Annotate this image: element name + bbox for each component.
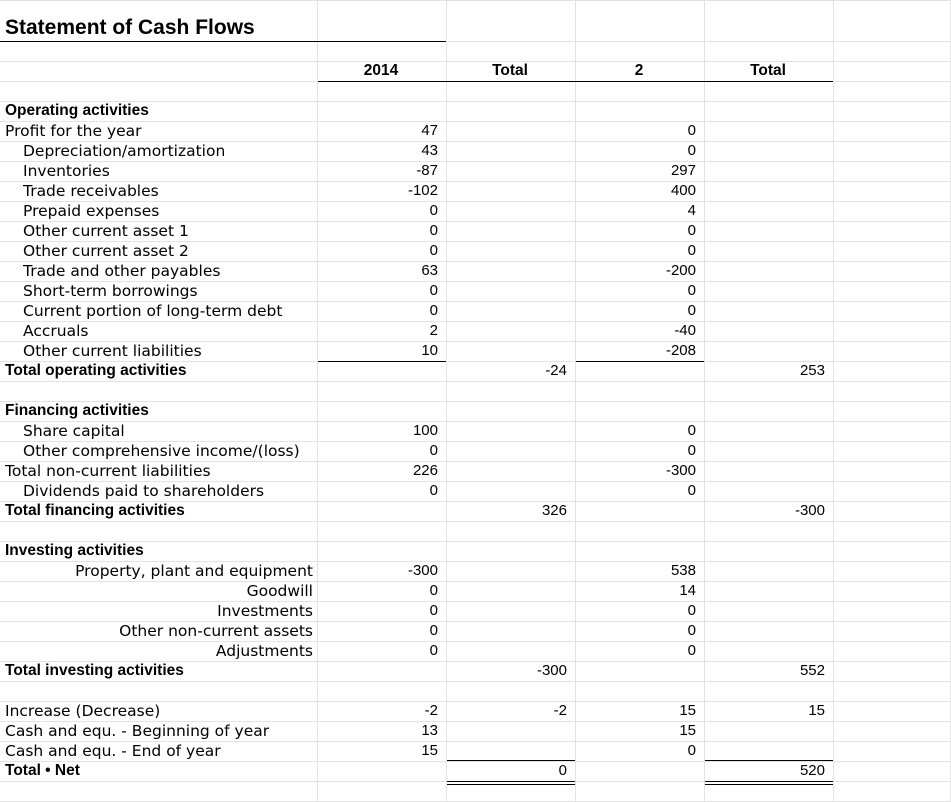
row-label[interactable]: Total non-current liabilities bbox=[5, 462, 211, 480]
row-label[interactable]: Cash and equ. - Beginning of year bbox=[5, 722, 270, 740]
row-label[interactable]: Other current asset 1 bbox=[23, 222, 189, 240]
row-label[interactable]: Property, plant and equipment bbox=[75, 562, 313, 580]
row-label[interactable]: Current portion of long-term debt bbox=[23, 302, 283, 320]
cell-value[interactable]: 0 bbox=[687, 122, 696, 139]
row-heading[interactable]: Operating activities bbox=[5, 102, 149, 119]
cell-value[interactable]: -200 bbox=[665, 262, 696, 279]
row-label[interactable]: Short-term borrowings bbox=[23, 282, 198, 300]
cell-value[interactable]: 47 bbox=[421, 122, 438, 139]
cell-value[interactable]: 0 bbox=[429, 202, 438, 219]
cell-value[interactable]: 0 bbox=[687, 282, 696, 299]
cell-value[interactable]: 0 bbox=[687, 242, 696, 259]
row-heading[interactable]: Total • Net bbox=[5, 762, 80, 779]
cell-value[interactable]: 0 bbox=[429, 622, 438, 639]
row-label[interactable]: Dividends paid to shareholders bbox=[23, 482, 265, 500]
row-label[interactable]: Profit for the year bbox=[5, 122, 142, 140]
cell-value[interactable]: -2 bbox=[553, 702, 567, 719]
cell-value[interactable]: -300 bbox=[794, 502, 825, 519]
cell-value[interactable]: 4 bbox=[687, 202, 696, 219]
cell-value[interactable]: -300 bbox=[665, 462, 696, 479]
cell-value[interactable]: 0 bbox=[429, 442, 438, 459]
cell-value[interactable]: 0 bbox=[687, 642, 696, 659]
cell-value[interactable]: 100 bbox=[412, 422, 438, 439]
row-label[interactable]: Depreciation/amortization bbox=[23, 142, 226, 160]
cell-value[interactable]: 0 bbox=[429, 642, 438, 659]
cell-value[interactable]: 552 bbox=[799, 662, 825, 679]
cell-value[interactable]: 0 bbox=[429, 222, 438, 239]
row-label[interactable]: Trade and other payables bbox=[23, 262, 221, 280]
row-label[interactable]: Goodwill bbox=[246, 582, 313, 600]
cell-value[interactable]: 0 bbox=[429, 282, 438, 299]
row-label[interactable]: Accruals bbox=[23, 322, 89, 340]
row-label[interactable]: Investments bbox=[217, 602, 313, 620]
cell-value[interactable]: -300 bbox=[407, 562, 438, 579]
cell-value[interactable]: 0 bbox=[429, 582, 438, 599]
header-total-1[interactable]: Total bbox=[492, 62, 528, 79]
cell-value[interactable]: 15 bbox=[679, 702, 696, 719]
row-label[interactable]: Other current asset 2 bbox=[23, 242, 189, 260]
sheet-title: Statement of Cash Flows bbox=[5, 16, 255, 39]
header-total-2[interactable]: Total bbox=[750, 62, 786, 79]
cell-value[interactable]: 0 bbox=[687, 222, 696, 239]
cell-value[interactable]: 13 bbox=[421, 722, 438, 739]
cell-value[interactable]: -208 bbox=[665, 342, 696, 359]
cell-value[interactable]: 538 bbox=[670, 562, 696, 579]
cell-value[interactable]: 10 bbox=[421, 342, 438, 359]
row-heading[interactable]: Total operating activities bbox=[5, 362, 187, 379]
cell-value[interactable]: 15 bbox=[808, 702, 825, 719]
cell-value[interactable]: 2 bbox=[429, 322, 438, 339]
cell-value[interactable]: 0 bbox=[687, 422, 696, 439]
cell-value[interactable]: 226 bbox=[412, 462, 438, 479]
cell-value[interactable]: 0 bbox=[687, 742, 696, 759]
cell-value[interactable]: 297 bbox=[670, 162, 696, 179]
row-heading[interactable]: Total financing activities bbox=[5, 502, 185, 519]
cell-value[interactable]: 0 bbox=[687, 482, 696, 499]
cell-value[interactable]: 15 bbox=[679, 722, 696, 739]
cell-value[interactable]: -40 bbox=[674, 322, 696, 339]
cell-value[interactable]: -300 bbox=[536, 662, 567, 679]
cell-value[interactable]: 0 bbox=[687, 602, 696, 619]
row-label[interactable]: Cash and equ. - End of year bbox=[5, 742, 221, 760]
cell-value[interactable]: 0 bbox=[558, 762, 567, 779]
row-label[interactable]: Other current liabilities bbox=[23, 342, 202, 360]
row-label[interactable]: Increase (Decrease) bbox=[5, 702, 161, 720]
cell-value[interactable]: 0 bbox=[429, 602, 438, 619]
cell-value[interactable]: 0 bbox=[687, 142, 696, 159]
row-label[interactable]: Other non-current assets bbox=[119, 622, 313, 640]
cell-value[interactable]: 0 bbox=[429, 242, 438, 259]
cell-value[interactable]: -102 bbox=[407, 182, 438, 199]
cell-value[interactable]: 43 bbox=[421, 142, 438, 159]
row-label[interactable]: Inventories bbox=[23, 162, 110, 180]
cell-value[interactable]: 326 bbox=[541, 502, 567, 519]
cell-value[interactable]: -87 bbox=[416, 162, 438, 179]
row-label[interactable]: Share capital bbox=[23, 422, 125, 440]
row-heading[interactable]: Financing activities bbox=[5, 402, 149, 419]
cell-value[interactable]: -24 bbox=[545, 362, 567, 379]
row-heading[interactable]: Investing activities bbox=[5, 542, 144, 559]
row-label[interactable]: Other comprehensive income/(loss) bbox=[23, 442, 300, 460]
cell-value[interactable]: 63 bbox=[421, 262, 438, 279]
cell-value[interactable]: -2 bbox=[424, 702, 438, 719]
cell-value[interactable]: 0 bbox=[687, 622, 696, 639]
row-label[interactable]: Trade receivables bbox=[23, 182, 159, 200]
cell-value[interactable]: 400 bbox=[670, 182, 696, 199]
cell-value[interactable]: 0 bbox=[429, 302, 438, 319]
cell-value[interactable]: 0 bbox=[687, 302, 696, 319]
header-period-2[interactable]: 2 bbox=[634, 62, 644, 79]
cell-value[interactable]: 253 bbox=[799, 362, 825, 379]
row-label[interactable]: Adjustments bbox=[215, 642, 313, 660]
row-label[interactable]: Prepaid expenses bbox=[23, 202, 160, 220]
cell-value[interactable]: 15 bbox=[421, 742, 438, 759]
header-year[interactable]: 2014 bbox=[363, 62, 399, 79]
cell-value[interactable]: 14 bbox=[679, 582, 696, 599]
row-heading[interactable]: Total investing activities bbox=[5, 662, 184, 679]
cell-value[interactable]: 0 bbox=[687, 442, 696, 459]
cell-value[interactable]: 520 bbox=[799, 762, 825, 779]
cell-value[interactable]: 0 bbox=[429, 482, 438, 499]
